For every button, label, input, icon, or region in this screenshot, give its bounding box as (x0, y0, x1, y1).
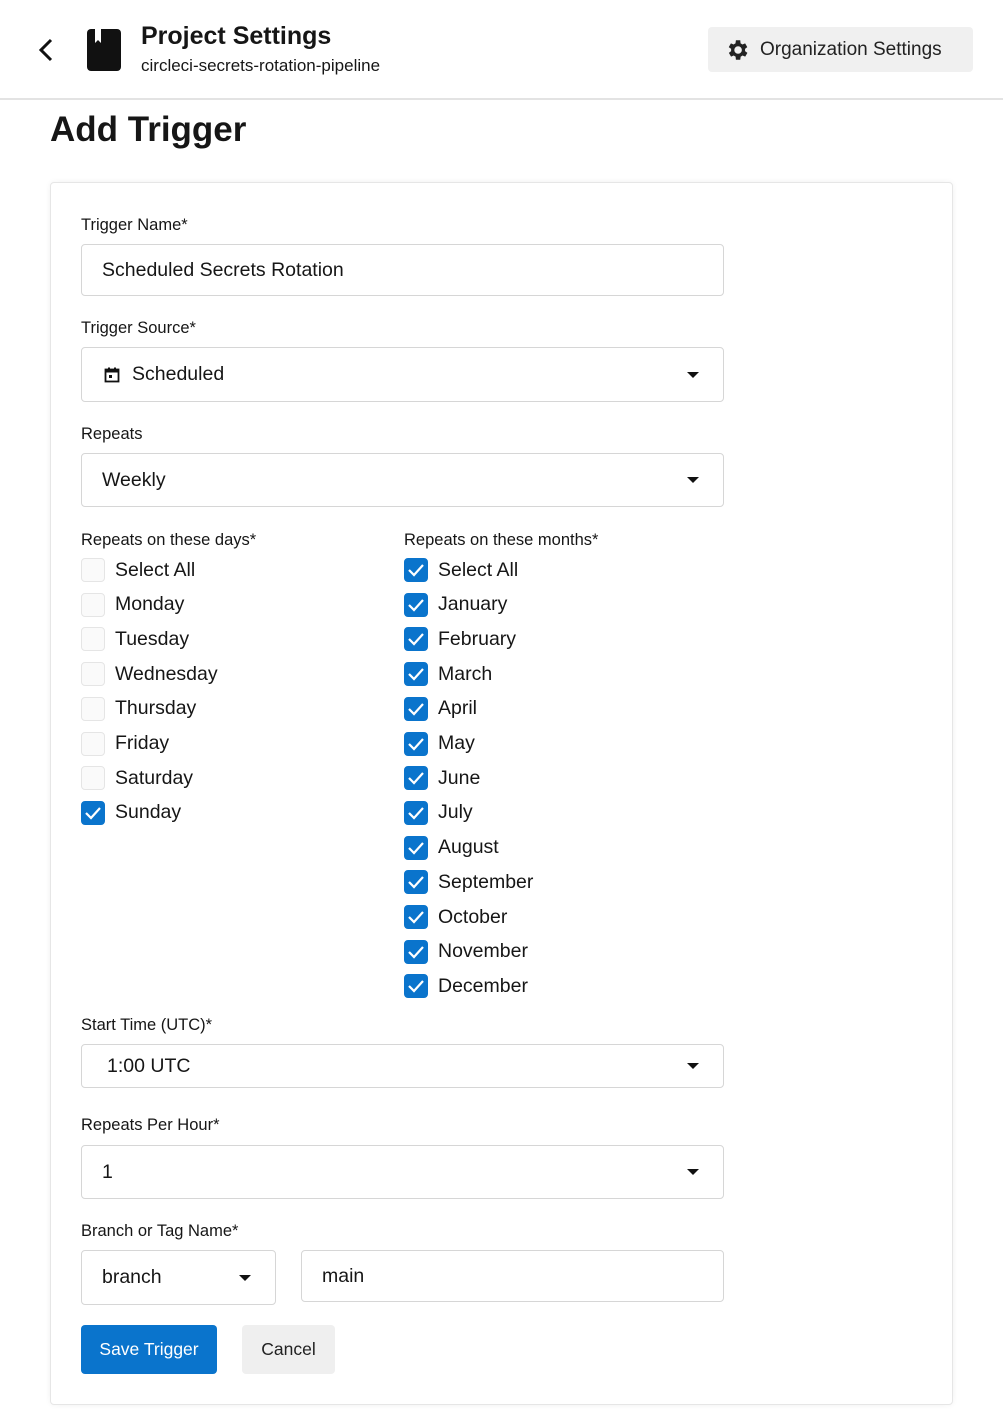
repeats-per-hour-label: Repeats Per Hour* (81, 1116, 220, 1134)
start-time-select[interactable] (81, 1044, 724, 1088)
checkbox-label: Tuesday (115, 627, 190, 650)
month-checkbox-row[interactable] (404, 835, 499, 861)
trigger-source-label: Trigger Source* (81, 319, 196, 337)
checkbox[interactable] (404, 801, 428, 825)
checkbox-label: Select All (115, 558, 196, 581)
chevron-down-icon (687, 372, 699, 378)
checkmark-icon (407, 667, 425, 681)
branch-or-tag-label: Branch or Tag Name* (81, 1222, 239, 1240)
month-checkbox-row[interactable] (404, 592, 507, 618)
day-checkbox-row[interactable] (81, 765, 193, 791)
checkbox[interactable] (81, 697, 105, 721)
checkbox[interactable] (404, 558, 428, 582)
chevron-down-icon (239, 1275, 251, 1281)
checkmark-icon (407, 979, 425, 993)
checkmark-icon (407, 875, 425, 889)
page-title: Add Trigger (50, 110, 247, 149)
months-label: Repeats on these months* (404, 531, 599, 549)
checkbox[interactable] (404, 697, 428, 721)
checkmark-icon (407, 945, 425, 959)
checkmark-icon (407, 806, 425, 820)
trigger-source-select[interactable] (81, 347, 724, 402)
chevron-down-icon (687, 477, 699, 483)
month-checkbox-row[interactable] (404, 800, 473, 826)
project-book-icon (87, 29, 121, 71)
month-checkbox-row[interactable] (404, 626, 516, 652)
branch-type-value: branch (102, 1266, 162, 1288)
checkbox[interactable] (81, 732, 105, 756)
checkmark-icon (407, 910, 425, 924)
checkbox-label: Select All (438, 558, 519, 581)
checkbox-label: September (438, 870, 534, 893)
checkbox-label: May (438, 732, 475, 754)
checkbox[interactable] (404, 593, 428, 617)
checkmark-icon (407, 563, 425, 577)
checkmark-icon (407, 737, 425, 751)
checkbox-label: Thursday (115, 697, 197, 720)
save-trigger-button[interactable]: Save Trigger (81, 1325, 217, 1374)
checkbox[interactable] (404, 662, 428, 686)
month-checkbox-row[interactable] (404, 557, 518, 583)
month-checkbox-row[interactable] (404, 939, 528, 965)
month-checkbox-row[interactable] (404, 661, 492, 687)
checkbox-label: December (438, 974, 528, 997)
month-checkbox-row[interactable] (404, 904, 507, 930)
checkbox-label: June (438, 766, 481, 789)
cancel-button[interactable]: Cancel (242, 1325, 335, 1374)
branch-name-value: main (322, 1264, 365, 1287)
day-checkbox-row[interactable] (81, 592, 184, 618)
chevron-down-icon (687, 1063, 699, 1069)
start-time-value: 1:00 UTC (107, 1054, 191, 1077)
days-label: Repeats on these days* (81, 531, 257, 549)
checkbox-label: March (438, 662, 493, 685)
checkbox-label: November (438, 940, 528, 963)
back-chevron-icon[interactable] (37, 38, 55, 62)
checkbox-label: Sunday (115, 801, 182, 824)
repeats-per-hour-value: 1 (102, 1160, 113, 1183)
chevron-down-icon (687, 1169, 699, 1175)
checkbox[interactable] (404, 940, 428, 964)
trigger-name-input[interactable] (81, 244, 724, 296)
checkbox[interactable] (404, 870, 428, 894)
trigger-name-label: Trigger Name* (81, 216, 188, 234)
repeats-label: Repeats (81, 425, 143, 443)
checkbox[interactable] (404, 627, 428, 651)
day-checkbox-row[interactable] (81, 800, 181, 826)
calendar-icon (104, 367, 120, 383)
month-checkbox-row[interactable] (404, 731, 475, 757)
checkbox-label: Monday (115, 593, 185, 616)
header-title: Project Settings (141, 22, 332, 50)
trigger-source-value: Scheduled (132, 363, 225, 385)
day-checkbox-row[interactable] (81, 696, 196, 722)
start-time-label: Start Time (UTC)* (81, 1016, 213, 1034)
checkbox[interactable] (81, 662, 105, 686)
checkbox[interactable] (81, 801, 105, 825)
day-checkbox-row[interactable] (81, 626, 189, 652)
repeats-select[interactable] (81, 453, 724, 507)
checkbox[interactable] (404, 766, 428, 790)
gear-icon (724, 37, 750, 63)
checkmark-icon (407, 771, 425, 785)
checkbox[interactable] (81, 593, 105, 617)
checkbox-label: Saturday (115, 766, 194, 789)
checkbox[interactable] (404, 974, 428, 998)
checkbox[interactable] (404, 905, 428, 929)
checkbox-label: February (438, 627, 517, 650)
branch-name-input[interactable] (301, 1250, 724, 1302)
checkbox-label: April (438, 697, 478, 720)
trigger-name-value: Scheduled Secrets Rotation (102, 258, 344, 281)
checkmark-icon (407, 841, 425, 855)
organization-settings-button[interactable] (708, 27, 973, 72)
checkmark-icon (407, 702, 425, 716)
checkbox-label: January (438, 593, 508, 616)
checkbox[interactable] (81, 558, 105, 582)
month-checkbox-row[interactable] (404, 696, 477, 722)
day-checkbox-row[interactable] (81, 661, 218, 687)
checkbox[interactable] (404, 836, 428, 860)
checkbox-label: August (438, 836, 499, 859)
repeats-per-hour-select[interactable] (81, 1145, 724, 1199)
organization-settings-label: Organization Settings (760, 38, 942, 60)
checkbox-label: October (438, 905, 508, 928)
checkmark-icon (407, 632, 425, 646)
branch-type-select[interactable] (81, 1250, 276, 1305)
day-checkbox-row[interactable] (81, 731, 169, 757)
day-checkbox-row[interactable] (81, 557, 195, 583)
checkbox[interactable] (81, 627, 105, 651)
project-name: circleci-secrets-rotation-pipeline (141, 56, 381, 75)
checkmark-icon (407, 598, 425, 612)
checkbox-label: July (438, 801, 473, 824)
month-checkbox-row[interactable] (404, 765, 480, 791)
checkmark-icon (84, 806, 102, 820)
checkbox[interactable] (404, 732, 428, 756)
checkbox[interactable] (81, 766, 105, 790)
month-checkbox-row[interactable] (404, 869, 533, 895)
page-header (0, 0, 1003, 100)
month-checkbox-row[interactable] (404, 973, 528, 999)
checkbox-label: Friday (115, 732, 170, 754)
repeats-value: Weekly (102, 468, 166, 491)
checkbox-label: Wednesday (115, 662, 218, 685)
